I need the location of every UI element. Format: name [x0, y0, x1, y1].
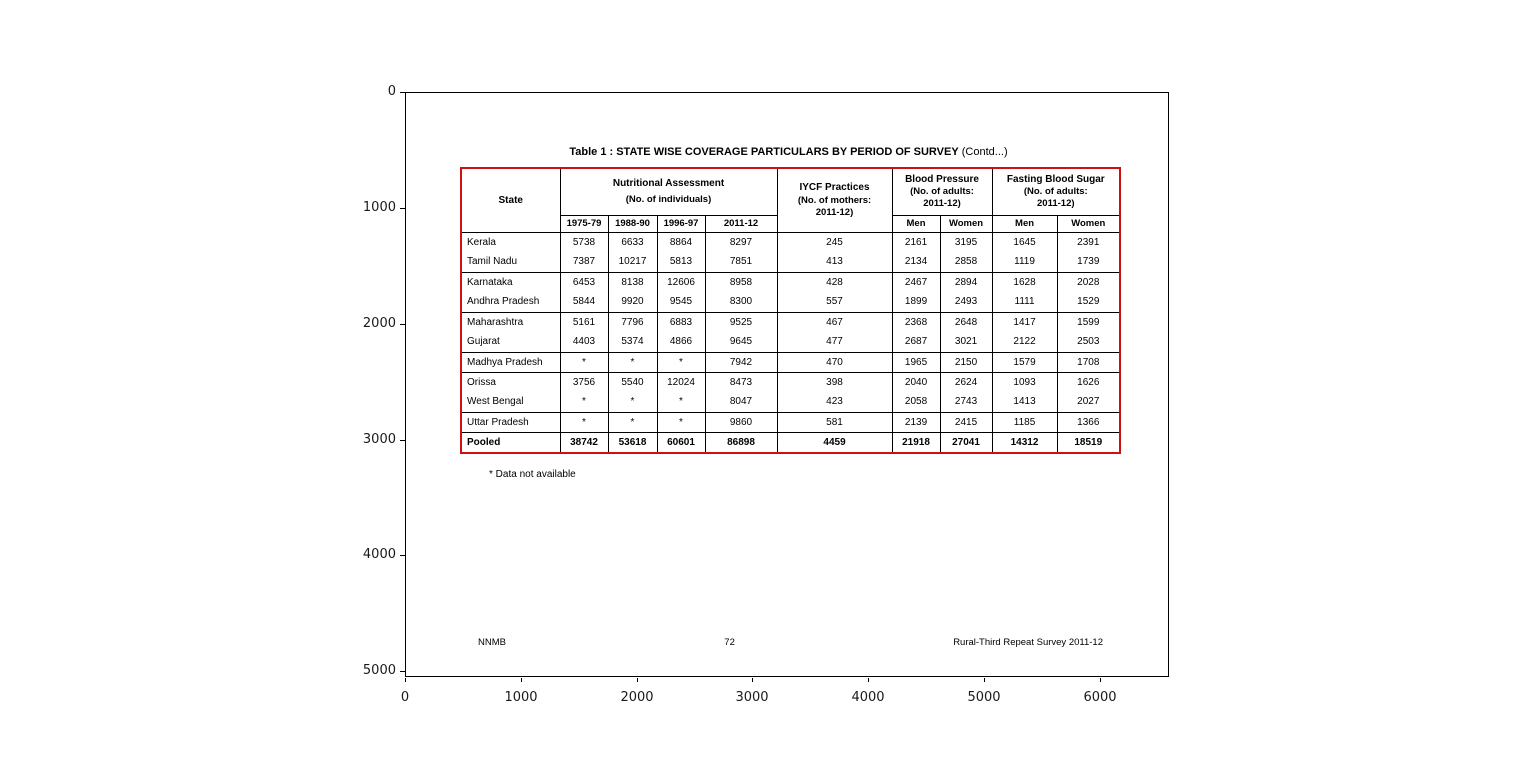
value-cell: 4866 — [657, 332, 705, 352]
x-tick-label: 1000 — [504, 690, 538, 705]
value-cell: 1599 — [1057, 312, 1119, 332]
value-cell: 477 — [777, 332, 892, 352]
x-tick-mark — [1100, 678, 1101, 682]
value-cell: 2493 — [940, 292, 992, 312]
value-cell: 2161 — [892, 232, 940, 252]
value-cell: 467 — [777, 312, 892, 332]
value-cell: 1417 — [992, 312, 1057, 332]
y-tick-label: 2000 — [362, 316, 396, 331]
value-cell: 1185 — [992, 412, 1057, 432]
value-cell: 1579 — [992, 352, 1057, 372]
state-cell: Karnataka — [467, 276, 513, 288]
value-cell: 10217 — [608, 252, 657, 272]
state-cell: Orissa — [467, 376, 496, 388]
subheader-bp-men: Men — [892, 215, 940, 232]
header-nutritional-line2: (No. of individuals) — [625, 193, 712, 205]
table-row — [462, 272, 1119, 292]
header-iycf-practices — [777, 169, 892, 232]
value-cell: 5161 — [560, 312, 608, 332]
x-tick-mark — [984, 678, 985, 682]
table-body — [462, 232, 1119, 452]
value-cell: 14312 — [992, 432, 1057, 452]
value-cell: 12606 — [657, 272, 705, 292]
page-title-text: Table 1 : STATE WISE COVERAGE PARTICULARS BY PERIOD OF SURVEY — [569, 146, 959, 158]
value-cell: 1708 — [1057, 352, 1119, 372]
value-cell: 2687 — [892, 332, 940, 352]
value-cell: 2624 — [940, 372, 992, 392]
value-cell: 1645 — [992, 232, 1057, 252]
header-fbs-line2: (No. of adults: — [1023, 186, 1088, 198]
y-tick-mark — [400, 671, 405, 672]
subheader-year-2011-12: 2011-12 — [705, 215, 777, 232]
value-cell: 1111 — [992, 292, 1057, 312]
value-cell: 53618 — [608, 432, 657, 452]
value-cell: 7387 — [560, 252, 608, 272]
value-cell: 9860 — [705, 412, 777, 432]
state-cell: Maharashtra — [467, 316, 524, 328]
value-cell: 8958 — [705, 272, 777, 292]
value-cell: 7796 — [608, 312, 657, 332]
value-cell: 7851 — [705, 252, 777, 272]
state-cell: West Bengal — [462, 392, 560, 412]
value-cell: 8047 — [705, 392, 777, 412]
page-title-suffix: (Contd...) — [961, 146, 1008, 158]
value-cell: * — [608, 352, 657, 372]
header-nutritional-line1: Nutritional Assessment — [612, 178, 725, 190]
value-cell: 9645 — [705, 332, 777, 352]
footer-left: NNMB — [478, 637, 506, 648]
value-cell: 470 — [777, 352, 892, 372]
value-cell: 3021 — [940, 332, 992, 352]
value-cell: 4403 — [560, 332, 608, 352]
y-tick-mark — [400, 440, 405, 441]
value-cell: 5738 — [560, 232, 608, 252]
value-cell: 2503 — [1057, 332, 1119, 352]
header-iycf-line2: (No. of mothers: — [797, 194, 872, 206]
value-cell: 2134 — [892, 252, 940, 272]
coverage-table-grid — [462, 169, 1119, 452]
value-cell: 2858 — [940, 252, 992, 272]
value-cell: 8473 — [705, 372, 777, 392]
value-cell: 6633 — [608, 232, 657, 252]
x-tick-mark — [521, 678, 522, 682]
value-cell: 3195 — [940, 232, 992, 252]
table-row — [462, 252, 1119, 272]
value-cell: 1366 — [1057, 412, 1119, 432]
x-tick-label: 4000 — [851, 690, 885, 705]
y-tick-mark — [400, 324, 405, 325]
header-fbs-line3: 2011-12) — [1037, 198, 1075, 209]
header-bp-line3: 2011-12) — [923, 198, 961, 209]
value-cell: 423 — [777, 392, 892, 412]
value-cell: 1965 — [892, 352, 940, 372]
header-fbs-line1: Fasting Blood Sugar — [1006, 173, 1105, 185]
table-row — [462, 432, 1119, 452]
page-footer — [478, 637, 1103, 648]
value-cell: 5374 — [608, 332, 657, 352]
value-cell: 428 — [777, 272, 892, 292]
x-tick-mark — [752, 678, 753, 682]
page-title — [460, 146, 1117, 158]
value-cell: 4459 — [777, 432, 892, 452]
value-cell: 557 — [777, 292, 892, 312]
value-cell: 7942 — [705, 352, 777, 372]
value-cell: 1119 — [992, 252, 1057, 272]
footer-page-number: 72 — [724, 637, 735, 648]
value-cell: 1413 — [992, 392, 1057, 412]
value-cell: 2391 — [1057, 232, 1119, 252]
value-cell: * — [657, 412, 705, 432]
value-cell: 21918 — [892, 432, 940, 452]
table-row — [462, 232, 1119, 252]
value-cell: * — [657, 392, 705, 412]
plot-axes — [405, 92, 1169, 677]
value-cell: 9525 — [705, 312, 777, 332]
value-cell: 9545 — [657, 292, 705, 312]
table-row — [462, 332, 1119, 352]
value-cell: 9920 — [608, 292, 657, 312]
value-cell: 2150 — [940, 352, 992, 372]
value-cell: 1626 — [1057, 372, 1119, 392]
subheader-year-1975-79: 1975-79 — [560, 215, 608, 232]
value-cell: * — [560, 392, 608, 412]
value-cell: 18519 — [1057, 432, 1119, 452]
value-cell: 6453 — [560, 272, 608, 292]
y-tick-label: 5000 — [362, 663, 396, 678]
state-cell: Madhya Pradesh — [462, 352, 560, 372]
x-tick-label: 2000 — [620, 690, 654, 705]
header-nutritional-assessment — [560, 169, 777, 215]
x-tick-label: 6000 — [1083, 690, 1117, 705]
value-cell: 398 — [777, 372, 892, 392]
value-cell: 2058 — [892, 392, 940, 412]
state-cell: Pooled — [467, 436, 501, 448]
subheader-year-1996-97: 1996-97 — [657, 215, 705, 232]
y-tick-mark — [400, 208, 405, 209]
value-cell: 12024 — [657, 372, 705, 392]
value-cell: 86898 — [705, 432, 777, 452]
value-cell: 2040 — [892, 372, 940, 392]
x-tick-label: 5000 — [967, 690, 1001, 705]
value-cell: 8297 — [705, 232, 777, 252]
subheader-year-1988-90: 1988-90 — [608, 215, 657, 232]
value-cell: * — [560, 352, 608, 372]
coverage-table — [460, 167, 1121, 454]
value-cell: 60601 — [657, 432, 705, 452]
table-row — [462, 392, 1119, 412]
header-row-main — [462, 169, 1119, 215]
y-tick-label: 1000 — [362, 200, 396, 215]
value-cell: 2743 — [940, 392, 992, 412]
value-cell: 1628 — [992, 272, 1057, 292]
state-cell: Tamil Nadu — [462, 252, 560, 272]
y-tick-mark — [400, 555, 405, 556]
value-cell: 8300 — [705, 292, 777, 312]
x-tick-mark — [637, 678, 638, 682]
header-bp-line1: Blood Pressure — [905, 173, 979, 185]
state-cell: Kerala — [467, 236, 496, 248]
value-cell: 3756 — [560, 372, 608, 392]
value-cell: * — [560, 412, 608, 432]
state-cell: Andhra Pradesh — [462, 292, 560, 312]
value-cell: 2467 — [892, 272, 940, 292]
y-tick-label: 4000 — [362, 547, 396, 562]
value-cell: 38742 — [560, 432, 608, 452]
table-row — [462, 292, 1119, 312]
value-cell: * — [608, 392, 657, 412]
value-cell: 2027 — [1057, 392, 1119, 412]
table-row — [462, 312, 1119, 332]
value-cell: 8864 — [657, 232, 705, 252]
value-cell: 1899 — [892, 292, 940, 312]
header-state: State — [462, 169, 560, 232]
value-cell: 8138 — [608, 272, 657, 292]
x-tick-label: 0 — [400, 690, 410, 705]
value-cell: 2028 — [1057, 272, 1119, 292]
value-cell: 2648 — [940, 312, 992, 332]
footer-right: Rural-Third Repeat Survey 2011-12 — [953, 637, 1103, 648]
value-cell: * — [657, 352, 705, 372]
value-cell: 2122 — [992, 332, 1057, 352]
value-cell: 2139 — [892, 412, 940, 432]
value-cell: 5813 — [657, 252, 705, 272]
subheader-fbs-men: Men — [992, 215, 1057, 232]
table-row — [462, 412, 1119, 432]
value-cell: 1093 — [992, 372, 1057, 392]
header-bp-line2: (No. of adults: — [910, 186, 974, 198]
value-cell: 413 — [777, 252, 892, 272]
subheader-fbs-women: Women — [1057, 215, 1119, 232]
header-blood-pressure — [892, 169, 992, 215]
header-fasting-blood-sugar — [992, 169, 1119, 215]
y-tick-mark — [400, 92, 405, 93]
y-tick-label: 3000 — [362, 432, 396, 447]
value-cell: 2415 — [940, 412, 992, 432]
state-cell: Uttar Pradesh — [462, 412, 560, 432]
x-tick-mark — [405, 678, 406, 682]
x-tick-label: 3000 — [735, 690, 769, 705]
value-cell: 1529 — [1057, 292, 1119, 312]
header-iycf-line3: 2011-12) — [815, 206, 854, 218]
y-tick-label: 0 — [387, 84, 396, 99]
header-iycf-line1: IYCF Practices — [799, 182, 870, 194]
value-cell: 2368 — [892, 312, 940, 332]
table-row — [462, 352, 1119, 372]
value-cell: 27041 — [940, 432, 992, 452]
value-cell: 6883 — [657, 312, 705, 332]
value-cell: * — [608, 412, 657, 432]
value-cell: 5540 — [608, 372, 657, 392]
table-row — [462, 372, 1119, 392]
subheader-bp-women: Women — [940, 215, 992, 232]
value-cell: 2894 — [940, 272, 992, 292]
footnote: * Data not available — [489, 469, 576, 480]
value-cell: 581 — [777, 412, 892, 432]
x-tick-mark — [868, 678, 869, 682]
value-cell: 245 — [777, 232, 892, 252]
state-cell: Gujarat — [462, 332, 560, 352]
value-cell: 5844 — [560, 292, 608, 312]
value-cell: 1739 — [1057, 252, 1119, 272]
